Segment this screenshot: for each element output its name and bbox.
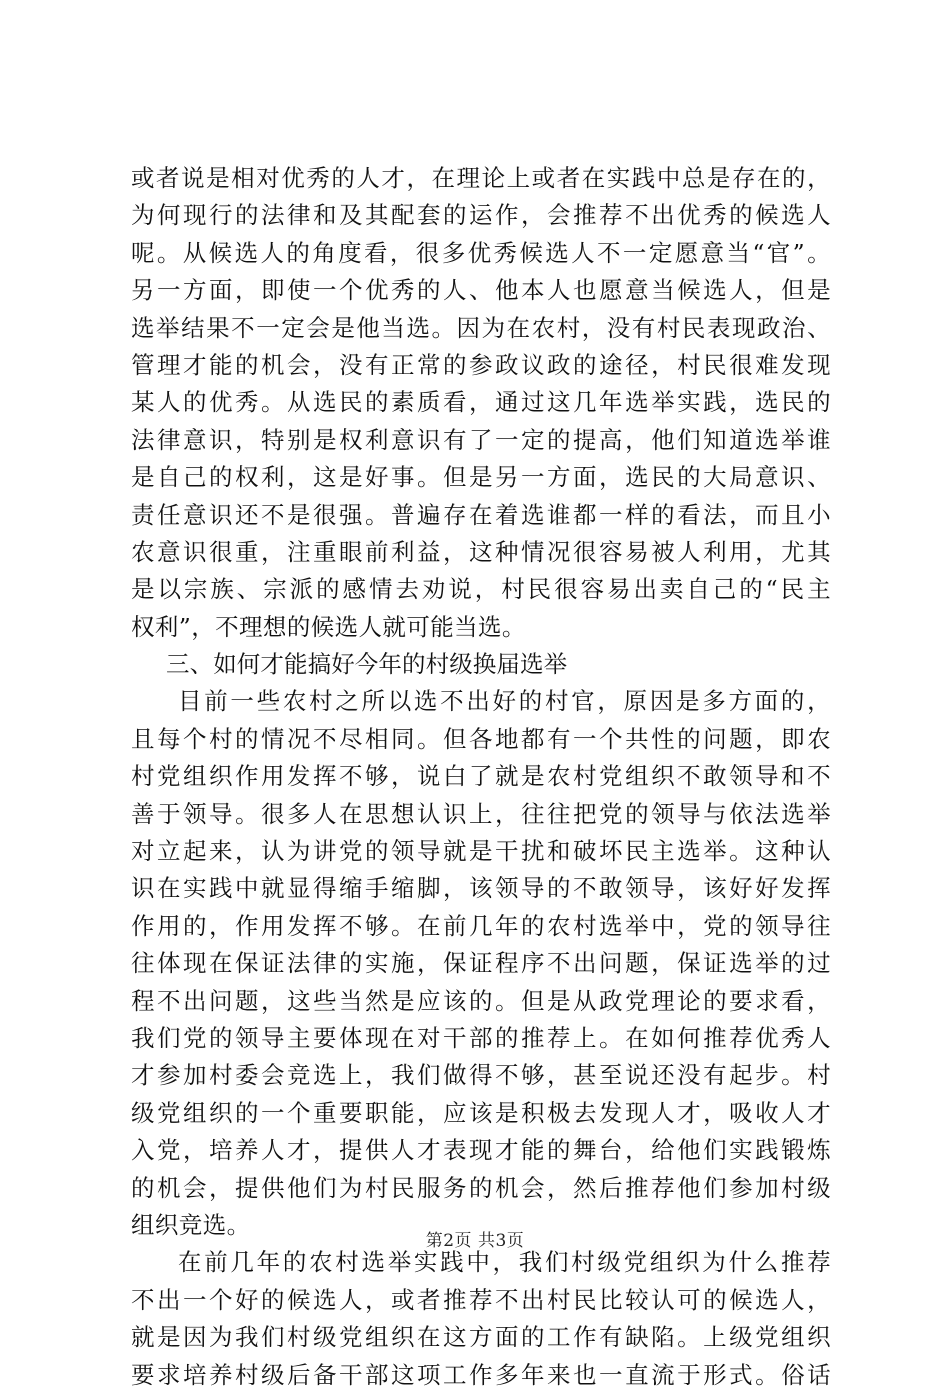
text-line: 程不出问题，这些当然是应该的。但是从政党理论的要求看， <box>131 986 831 1015</box>
text-line: 管理才能的机会，没有正常的参政议政的途径，村民很难发现 <box>131 350 831 379</box>
text-line: 对立起来，认为讲党的领导就是干扰和破坏民主选举。这种认 <box>131 837 831 866</box>
text-line: 是以宗族、宗派的感情去劝说，村民很容易出卖自己的“民主 <box>131 575 831 604</box>
text-line: 级党组织的一个重要职能，应该是积极去发现人才，吸收人才 <box>131 1098 831 1127</box>
text-line: 为何现行的法律和及其配套的运作，会推荐不出优秀的候选人 <box>131 201 831 230</box>
text-line: 不出一个好的候选人，或者推荐不出村民比较认可的候选人， <box>131 1285 831 1314</box>
text-line: 往体现在保证法律的实施，保证程序不出问题，保证选举的过 <box>131 949 831 978</box>
text-line: 村党组织作用发挥不够，说白了就是农村党组织不敢领导和不 <box>131 762 831 791</box>
section-heading: 三、如何才能搞好今年的村级换届选举 <box>166 650 568 679</box>
text-line: 权利”，不理想的候选人就可能当选。 <box>131 612 526 641</box>
text-line: 或者说是相对优秀的人才，在理论上或者在实践中总是存在的， <box>131 164 831 192</box>
text-line: 组织竞选。 <box>131 1210 251 1239</box>
body-text <box>131 160 831 1394</box>
text-line: 呢。从候选人的角度看，很多优秀候选人不一定愿意当“官”。 <box>131 238 831 267</box>
text-line: 识在实践中就显得缩手缩脚，该领导的不敢领导，该好好发挥 <box>131 874 831 903</box>
text-line: 的机会，提供他们为村民服务的机会，然后推荐他们参加村级 <box>131 1173 831 1202</box>
text-line: 要求培养村级后备干部这项工作多年来也一直流于形式。俗话 <box>131 1360 831 1389</box>
text-line: 另一方面，即使一个优秀的人、他本人也愿意当候选人，但是 <box>131 276 831 305</box>
text-line: 善于领导。很多人在思想认识上，往往把党的领导与依法选举 <box>131 799 831 828</box>
text-line: 且每个村的情况不尽相同。但各地都有一个共性的问题，即农 <box>131 724 831 753</box>
text-line: 法律意识，特别是权利意识有了一定的提高，他们知道选举谁 <box>131 425 831 454</box>
text-line: 是自己的权利，这是好事。但是另一方面，选民的大局意识、 <box>131 463 831 492</box>
text-line: 入党，培养人才，提供人才表现才能的舞台，给他们实践锻炼 <box>131 1136 831 1165</box>
text-line: 在前几年的农村选举实践中，我们村级党组织为什么推荐 <box>178 1248 831 1277</box>
text-line: 责任意识还不是很强。普遍存在着选谁都一样的看法，而且小 <box>131 500 831 529</box>
text-line: 选举结果不一定会是他当选。因为在农村，没有村民表现政治、 <box>131 313 831 342</box>
text-line: 作用的，作用发挥不够。在前几年的农村选举中，党的领导往 <box>131 911 831 940</box>
text-line: 农意识很重，注重眼前利益，这种情况很容易被人利用，尤其 <box>131 537 831 566</box>
text-line: 某人的优秀。从选民的素质看，通过这几年选举实践，选民的 <box>131 388 831 417</box>
text-line: 目前一些农村之所以选不出好的村官，原因是多方面的， <box>178 687 831 716</box>
text-line: 才参加村委会竞选上，我们做得不够，甚至说还没有起步。村 <box>131 1061 831 1090</box>
text-line: 我们党的领导主要体现在对干部的推荐上。在如何推荐优秀人 <box>131 1023 831 1052</box>
text-line: 就是因为我们村级党组织在这方面的工作有缺陷。上级党组织 <box>131 1323 831 1352</box>
page-footer: 第2页 共3页 <box>425 1231 525 1251</box>
